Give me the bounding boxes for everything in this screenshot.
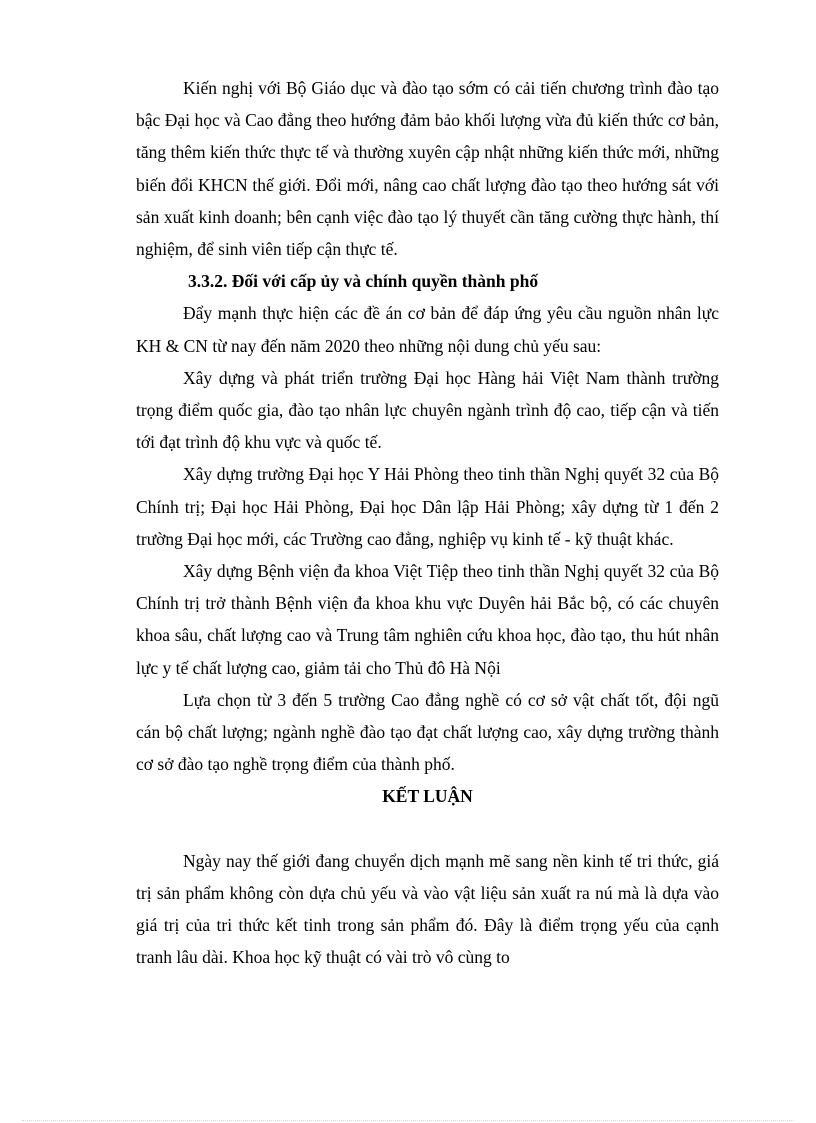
section-paragraph-1: Đẩy mạnh thực hiện các đề án cơ bản để đáp ứng yêu cầu nguồn nhân lực KH & CN từ nay đến năm 2020 theo những nội dung chủ yếu sau: bbox=[136, 303, 719, 356]
conclusion-title: KẾT LUẬN bbox=[382, 786, 473, 807]
page-bottom-divider bbox=[22, 1120, 794, 1121]
section-heading: 3.3.2. Đối với cấp ủy và chính quyền thành phố bbox=[188, 271, 539, 292]
section-paragraph-4: Xây dựng Bệnh viện đa khoa Việt Tiệp theo tinh thần Nghị quyết 32 của Bộ Chính trị trở thành Bệnh viện đa khoa khu vực Duyên hải Bắc bộ, có các chuyên khoa sâu, chất lượng cao và Trung tâm nghiên cứu khoa học, đào tạo, thu hút nhân lực y tế chất lượng cao, giảm tải cho Thủ đô Hà Nội bbox=[136, 561, 719, 678]
conclusion-paragraph: Ngày nay thế giới đang chuyển dịch mạnh mẽ sang nền kinh tế tri thức, giá trị sản phẩm không còn dựa chủ yếu và vào vật liệu sản xuất ra nú mà là dựa vào giá trị của tri thức kết tinh trong sản phẩm đó. Đây là điểm trọng yếu của cạnh tranh lâu dài. Khoa học kỹ thuật có vài trò vô cùng to bbox=[136, 850, 719, 968]
document-page bbox=[136, 72, 719, 973]
intro-paragraph: Kiến nghị với Bộ Giáo dục và đào tạo sớm có cải tiến chương trình đào tạo bậc Đại học và Cao đẳng theo hướng đảm bảo khối lượng vừa đủ kiến thức cơ bản, tăng thêm kiến thức thực tế và thường xuyên cập nhật những kiến thức mới, những biến đổi KHCN thế giới. Đổi mới, nâng cao chất lượng đào tạo theo hướng sát với sản xuất kinh doanh; bên cạnh việc đào tạo lý thuyết cần tăng cường thực hành, thí nghiệm, để sinh viên tiếp cận thực tế. bbox=[136, 78, 719, 260]
spacer bbox=[136, 813, 719, 845]
section-paragraph-3: Xây dựng trường Đại học Y Hải Phòng theo tinh thần Nghị quyết 32 của Bộ Chính trị; Đại học Hải Phòng, Đại học Dân lập Hải Phòng; xây dựng từ 1 đến 2 trường Đại học mới, các Trường cao đẳng, nghiệp vụ kinh tế - kỹ thuật khác. bbox=[136, 464, 719, 549]
section-paragraph-5: Lựa chọn từ 3 đến 5 trường Cao đẳng nghề có cơ sở vật chất tốt, đội ngũ cán bộ chất lượng; ngành nghề đào tạo đạt chất lượng cao, xây dựng trường thành cơ sở đào tạo nghề trọng điểm của thành phố. bbox=[136, 689, 719, 775]
section-paragraph-2: Xây dựng và phát triển trường Đại học Hàng hải Việt Nam thành trường trọng điểm quốc gia, đào tạo nhân lực chuyên ngành trình độ cao, tiếp cận và tiến tới đạt trình độ khu vực và quốc tế. bbox=[136, 367, 719, 453]
